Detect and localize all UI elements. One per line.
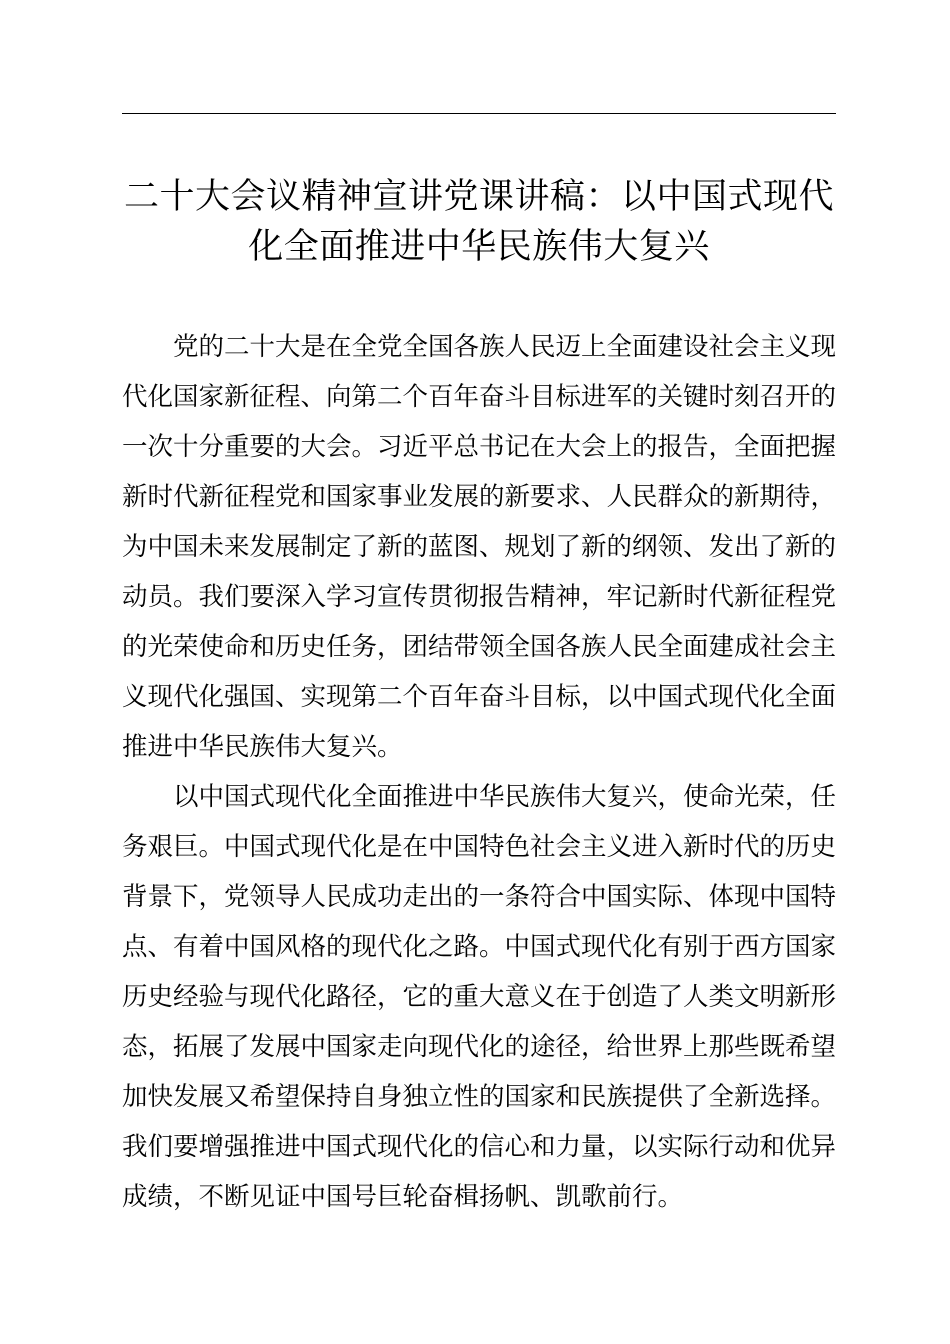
paragraph-line: 点、有着中国风格的现代化之路。中国式现代化有别于西方国家 xyxy=(122,932,837,962)
header-rule xyxy=(122,113,836,114)
paragraph-2 xyxy=(122,772,836,1222)
paragraph-1 xyxy=(122,322,836,772)
paragraph-line: 新时代新征程党和国家事业发展的新要求、人民群众的新期待， xyxy=(122,482,837,512)
paragraph-line: 义现代化强国、实现第二个百年奋斗目标，以中国式现代化全面 xyxy=(122,682,837,712)
document-title xyxy=(114,172,844,272)
paragraph-line: 背景下，党领导人民成功走出的一条符合中国实际、体现中国特 xyxy=(122,882,837,912)
paragraph-line: 务艰巨。中国式现代化是在中国特色社会主义进入新时代的历史 xyxy=(122,832,837,862)
paragraph-line: 的光荣使命和历史任务，团结带领全国各族人民全面建成社会主 xyxy=(122,632,837,662)
document-body xyxy=(122,322,836,1222)
paragraph-line: 推进中华民族伟大复兴。 xyxy=(122,732,403,762)
paragraph-line: 以中国式现代化全面推进中华民族伟大复兴，使命光荣，任 xyxy=(173,782,837,812)
paragraph-line: 代化国家新征程、向第二个百年奋斗目标进军的关键时刻召开的 xyxy=(122,382,837,412)
paragraph-line: 动员。我们要深入学习宣传贯彻报告精神，牢记新时代新征程党 xyxy=(122,582,837,612)
title-line: 二十大会议精神宣讲党课讲稿：以中国式现代 xyxy=(123,177,834,217)
paragraph-line: 一次十分重要的大会。习近平总书记在大会上的报告，全面把握 xyxy=(122,432,837,462)
paragraph-line: 成绩，不断见证中国号巨轮奋楫扬帆、凯歌前行。 xyxy=(122,1182,684,1212)
paragraph-line: 为中国未来发展制定了新的蓝图、规划了新的纲领、发出了新的 xyxy=(122,532,837,562)
title-line: 化全面推进中华民族伟大复兴 xyxy=(248,227,710,267)
paragraph-line: 加快发展又希望保持自身独立性的国家和民族提供了全新选择。 xyxy=(122,1082,837,1112)
paragraph-line: 历史经验与现代化路径，它的重大意义在于创造了人类文明新形 xyxy=(122,982,837,1012)
paragraph-line: 我们要增强推进中国式现代化的信心和力量，以实际行动和优异 xyxy=(122,1132,837,1162)
paragraph-line: 态，拓展了发展中国家走向现代化的途径，给世界上那些既希望 xyxy=(122,1032,837,1062)
paragraph-line: 党的二十大是在全党全国各族人民迈上全面建设社会主义现 xyxy=(173,332,837,362)
